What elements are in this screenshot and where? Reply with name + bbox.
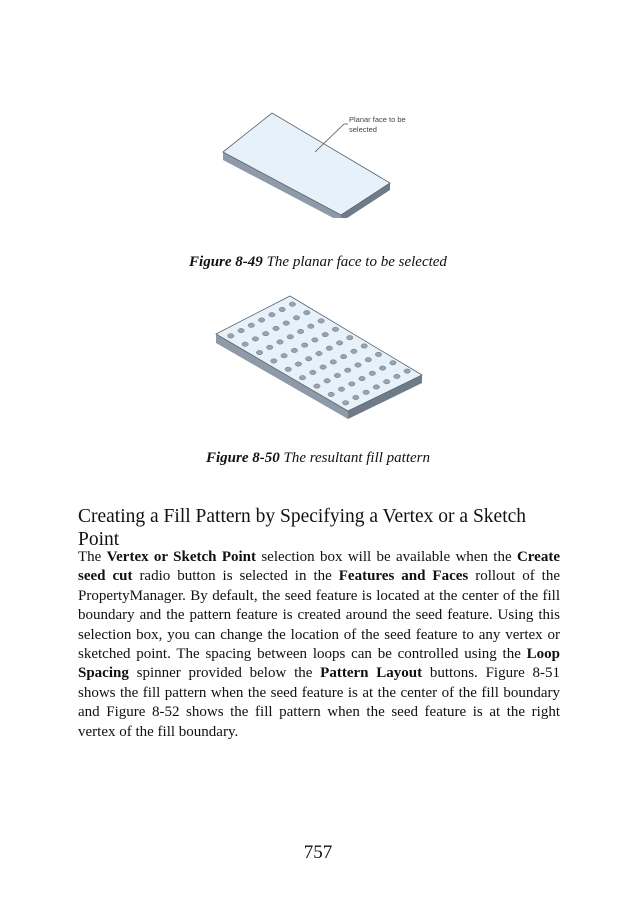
seed-cut-hole (375, 352, 381, 356)
seed-cut-hole (379, 366, 385, 370)
seed-cut-hole (295, 362, 301, 366)
seed-cut-hole (314, 384, 320, 388)
paragraph-text: buttons. Figure 8-51 shows the fill pattern when the seed feature is at the center of the fill boundary and Figure 8-52 shows the fill pattern when the seed feature is at the right vertex of the fill boundary. (78, 665, 560, 740)
figure-8-49-label: Figure 8-49 (189, 254, 263, 270)
seed-cut-hole (384, 380, 390, 384)
seed-cut-hole (334, 373, 340, 377)
figure-8-49-caption (0, 253, 636, 271)
paragraph-text: selection box will be available when the (256, 549, 517, 565)
seed-cut-hole (394, 374, 400, 378)
figure-8-50-label: Figure 8-50 (205, 450, 280, 466)
seed-cut-hole (312, 338, 318, 342)
seed-cut-hole (330, 360, 336, 364)
seed-cut-hole (306, 357, 312, 361)
seed-cut-hole (273, 326, 279, 330)
seed-cut-hole (390, 361, 396, 365)
seed-cut-hole (318, 319, 324, 323)
bold-term: Vertex or Sketch Point (106, 549, 256, 565)
seed-cut-hole (293, 316, 299, 320)
figure-8-49-image (218, 108, 428, 218)
seed-cut-hole (281, 354, 287, 358)
seed-cut-hole (332, 327, 338, 331)
seed-cut-hole (263, 332, 269, 336)
seed-cut-hole (365, 358, 371, 362)
figure-8-50-image (212, 290, 427, 420)
figure-8-50-caption-text: The resultant fill pattern (279, 450, 431, 466)
seed-cut-hole (320, 365, 326, 369)
seed-cut-hole (326, 346, 332, 350)
seed-cut-hole (373, 385, 379, 389)
seed-cut-hole (359, 376, 365, 380)
seed-cut-hole (349, 382, 355, 386)
seed-cut-hole (404, 369, 410, 373)
seed-cut-hole (324, 379, 330, 383)
seed-cut-hole (256, 350, 262, 354)
paragraph-text: spinner provided below the (128, 665, 321, 682)
seed-cut-hole (353, 395, 359, 399)
seed-cut-hole (361, 344, 367, 348)
seed-cut-hole (258, 318, 264, 322)
seed-cut-hole (271, 359, 277, 363)
figure-8-50-caption (0, 449, 636, 467)
paragraph-text: rollout of the PropertyManager. By default, the seed feature is located at the center of the fill boundary and the pattern feature is created around the seed feature. Using this selection box, you can change the location of the seed feature to any vertex or sketched point. The spacing between loops can be controlled using the (78, 568, 560, 663)
seed-cut-hole (345, 368, 351, 372)
seed-cut-hole (289, 302, 295, 306)
seed-cut-hole (340, 354, 346, 358)
section-heading: Creating a Fill Pattern by Specifying a Vertex or a Sketch Point (78, 506, 527, 550)
seed-cut-hole (252, 337, 258, 341)
seed-cut-hole (328, 392, 334, 396)
seed-cut-hole (342, 401, 348, 405)
callout-label-line-1: Planar face to be (349, 115, 406, 124)
seed-cut-hole (267, 345, 273, 349)
seed-cut-hole (316, 351, 322, 355)
seed-cut-hole (310, 370, 316, 374)
callout-label-line-2: selected (349, 125, 377, 134)
seed-cut-hole (283, 321, 289, 325)
section-paragraph (78, 548, 560, 742)
paragraph-text: The (78, 549, 107, 565)
seed-cut-hole (363, 390, 369, 394)
seed-cut-hole (242, 342, 248, 346)
seed-cut-hole (297, 329, 303, 333)
bold-term: Loop Spacing (78, 646, 560, 682)
seed-cut-hole (299, 376, 305, 380)
seed-cut-hole (238, 328, 244, 332)
bold-term: Pattern Layout (320, 665, 423, 682)
seed-cut-hole (369, 371, 375, 375)
seed-cut-hole (355, 363, 361, 367)
seed-cut-hole (302, 343, 308, 347)
bold-term: Features and Faces (338, 568, 469, 585)
seed-cut-hole (338, 387, 344, 391)
seed-cut-hole (269, 313, 275, 317)
seed-cut-hole (308, 324, 314, 328)
seed-cut-hole (287, 335, 293, 339)
paragraph-text: radio button is selected in the (132, 568, 339, 585)
seed-cut-hole (322, 332, 328, 336)
seed-cut-hole (248, 323, 254, 327)
seed-cut-hole (291, 348, 297, 352)
bold-term: Create seed cut (78, 549, 560, 585)
seed-cut-hole (279, 307, 285, 311)
seed-cut-hole (277, 340, 283, 344)
page-number: 757 (303, 842, 333, 863)
seed-cut-hole (351, 349, 357, 353)
seed-cut-hole (347, 336, 353, 340)
seed-cut-hole (228, 334, 234, 338)
seed-cut-hole (285, 367, 291, 371)
seed-cut-hole (304, 310, 310, 314)
figure-8-49-caption-text: The planar face to be selected (262, 254, 447, 270)
seed-cut-hole (336, 341, 342, 345)
